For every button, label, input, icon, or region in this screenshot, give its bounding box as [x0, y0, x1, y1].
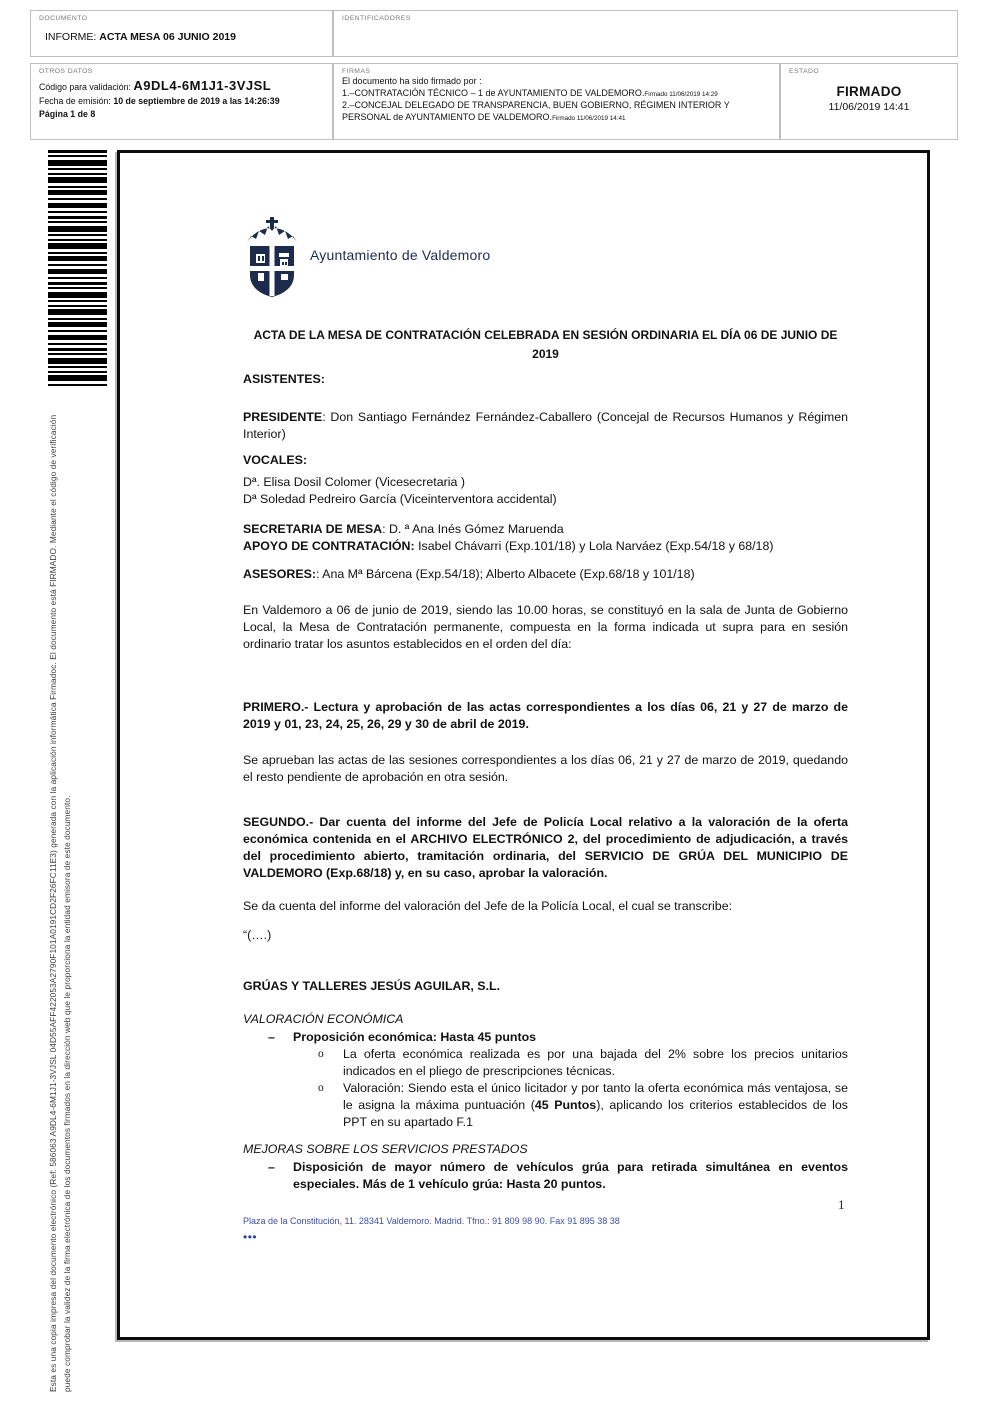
logo-row	[243, 215, 848, 297]
mejoras-heading: MEJORAS SOBRE LOS SERVICIOS PRESTADOS	[243, 1142, 528, 1156]
segundo-heading: SEGUNDO.- Dar cuenta del informe del Jefe de Policía Local relativo a la valoración de la oferta económica contenida en el ARCHIVO ELECTRÓNICO 2, del procedimiento de adjudicación, a través del procedimiento abierto, tramitación ordinaria, del SERVICIO DE GRÚA DEL MUNICIPIO DE VALDEMORO (Exp.68/18) y, en su caso, aprobar la valoración.	[243, 815, 848, 880]
presidente-label: PRESIDENTE	[243, 410, 323, 424]
asesores-line	[243, 566, 848, 583]
org-name: Ayuntamiento de Valdemoro	[310, 247, 491, 263]
firma-1-stamp: Firmado 11/06/2019 14:29	[644, 90, 718, 98]
document-title: ACTA DE LA MESA DE CONTRATACIÓN CELEBRADA EN SESIÓN ORDINARIA EL DÍA 06 DE JUNIO DE 2019	[253, 328, 838, 361]
fecha-label: Fecha de emisión:	[39, 95, 114, 106]
codigo-value: A9DL4-6M1J1-3VJSL	[133, 78, 272, 93]
document-body	[243, 215, 848, 1193]
secretaria-apoyo-block	[243, 521, 848, 555]
list-item-oferta	[243, 1046, 848, 1080]
page-number: 1	[838, 1197, 845, 1212]
company-name: GRÚAS Y TALLERES JESÚS AGUILAR, S.L.	[243, 979, 501, 993]
apoyo-text: Isabel Chávarri (Exp.101/18) y Lola Narváez (Exp.54/18 y 68/18)	[414, 539, 774, 553]
vocales-heading: VOCALES:	[243, 453, 308, 467]
valoracion-pre: Valoración: Siendo esta el único licitador y por tanto la oferta económica más ventajosa, se le asigna la máxima puntuación (	[343, 1081, 848, 1112]
estado-label: ESTADO	[789, 68, 820, 75]
firmas-intro: El documento ha sido firmado por :	[342, 76, 482, 86]
dash-bullet-icon: –	[268, 1030, 275, 1044]
secretaria-label: SECRETARIA DE MESA	[243, 522, 383, 536]
header-box-estado	[780, 63, 958, 140]
barcode	[48, 150, 107, 388]
estado-datetime: 11/06/2019 14:41	[828, 101, 910, 113]
vocal-1: Dª. Elisa Dosil Colomer (Vicesecretaria )	[243, 475, 465, 489]
primero-body: Se aprueban las actas de las sesiones correspondientes a los días 06, 21 y 27 de marzo de 2019, quedando el resto pendiente de aprobación en otra sesión.	[243, 753, 848, 784]
sidebar-verification-text-line2: puede comprobar la validez de la firma electrónica de los documentos firmados en la dirección web que le proporciona la entidad emisora de este documento.	[62, 795, 72, 1392]
documento-prefix: INFORME:	[45, 31, 100, 43]
list-item-proposicion	[243, 1029, 848, 1046]
identificadores-label: IDENTIFICADORES	[342, 15, 411, 22]
list-item-disposicion	[243, 1159, 848, 1193]
firma-2-text: 2.–CONCEJAL DELEGADO DE TRANSPARENCIA, BUEN GOBIERNO, RÉGIMEN INTERIOR Y PERSONAL de AYUNTAMIENTO DE VALDEMORO.	[342, 100, 730, 122]
proposicion-text: Proposición económica: Hasta 45 puntos	[293, 1030, 537, 1044]
estado-status: FIRMADO	[836, 84, 902, 99]
valoracion-heading: VALORACIÓN ECONÓMICA	[243, 1012, 404, 1026]
dash-bullet-icon: –	[268, 1160, 275, 1174]
documento-value	[31, 22, 332, 43]
codigo-label: Código para validación:	[39, 82, 134, 92]
valoracion-post: ), aplicando los criterios establecidos de los PPT en su apartado F.1	[343, 1098, 848, 1129]
valdemoro-coat-of-arms-icon	[243, 215, 301, 299]
circle-bullet-icon: o	[318, 1082, 324, 1094]
list-item-valoracion	[243, 1080, 848, 1131]
firma-1-text: 1.–CONTRATACIÓN TÉCNICO – 1 de AYUNTAMIENTO DE VALDEMORO.	[342, 87, 645, 98]
asistentes-heading: ASISTENTES:	[243, 372, 325, 386]
firmas-label: FIRMAS	[342, 68, 371, 75]
fecha-value: 10 de septiembre de 2019 a las 14:26:39	[113, 95, 280, 106]
vocales-list	[243, 474, 848, 508]
footer-dots: •••	[243, 1230, 258, 1244]
firma-item	[334, 100, 779, 124]
otros-datos-label: OTROS DATOS	[39, 68, 93, 75]
asesores-text: : Ana Mª Bárcena (Exp.54/18); Alberto Albacete (Exp.68/18 y 101/18)	[315, 567, 695, 581]
documento-title: ACTA MESA 06 JUNIO 2019	[99, 31, 236, 43]
secretaria-text: : D. ª Ana Inés Gómez Maruenda	[382, 522, 564, 536]
intro-paragraph: En Valdemoro a 06 de junio de 2019, siendo las 10.00 horas, se constituyó en la sala de Junta de Gobierno Local, la Mesa de Contratación permanente, compuesta en la forma indicada ut supra para en sesión ordinario tratar los asuntos establecidos en el orden del día:	[243, 603, 848, 651]
disposicion-text: Disposición de mayor número de vehículos grúa para retirada simultánea en eventos especiales. Más de 1 vehículo grúa: Hasta 20 puntos.	[293, 1160, 848, 1191]
header-box-otros-datos	[30, 63, 333, 140]
vocal-2: Dª Soledad Pedreiro García (Viceinterventora accidental)	[243, 492, 557, 506]
asesores-label: ASESORES:	[243, 567, 316, 581]
documento-label: DOCUMENTO	[39, 15, 88, 22]
quote-open: “(….)	[243, 928, 272, 942]
primero-heading: PRIMERO.- Lectura y aprobación de las actas correspondientes a los días 06, 21 y 27 de marzo de 2019 y 01, 23, 24, 25, 26, 29 y 30 de abril de 2019.	[243, 700, 848, 731]
fecha-emision-line	[31, 95, 332, 109]
sidebar-verification-text-line1: Esta es una copia impresa del documento electrónico (Ref: 586063 A9DL4-6M1J1-3VJSL 04D55AFF422053A2790F101A0191CD2F26FC11E3) generada con la aplicación informática Firmadoc. El documento está FIRMADO. Mediante el código de verificación	[48, 414, 58, 1392]
header-box-documento	[30, 10, 333, 57]
header-box-identificadores	[333, 10, 958, 57]
firma-item	[334, 88, 779, 101]
presidente-line	[243, 409, 848, 443]
circle-bullet-icon: o	[318, 1048, 324, 1060]
presidente-text: : Don Santiago Fernández Fernández-Caballero (Concejal de Recursos Humanos y Régimen Interior)	[243, 410, 848, 441]
pagina-line: Página 1 de 8	[39, 109, 96, 119]
segundo-body: Se da cuenta del informe del valoración del Jefe de la Policía Local, el cual se transcribe:	[243, 899, 733, 913]
header-box-firmas	[333, 63, 780, 140]
oferta-text: La oferta económica realizada es por una bajada del 2% sobre los precios unitarios indicados en el pliego de prescripciones técnicas.	[343, 1047, 848, 1078]
footer-address: Plaza de la Constitución, 11. 28341 Valdemoro. Madrid. Tfno.: 91 809 98 90. Fax 91 895 38 38	[243, 1216, 620, 1226]
valoracion-bold: 45 Puntos	[534, 1098, 597, 1112]
firma-2-stamp: Firmado 11/06/2019 14:41	[552, 114, 626, 122]
apoyo-label: APOYO DE CONTRATACIÓN:	[243, 539, 415, 553]
codigo-validacion-line	[31, 75, 332, 95]
